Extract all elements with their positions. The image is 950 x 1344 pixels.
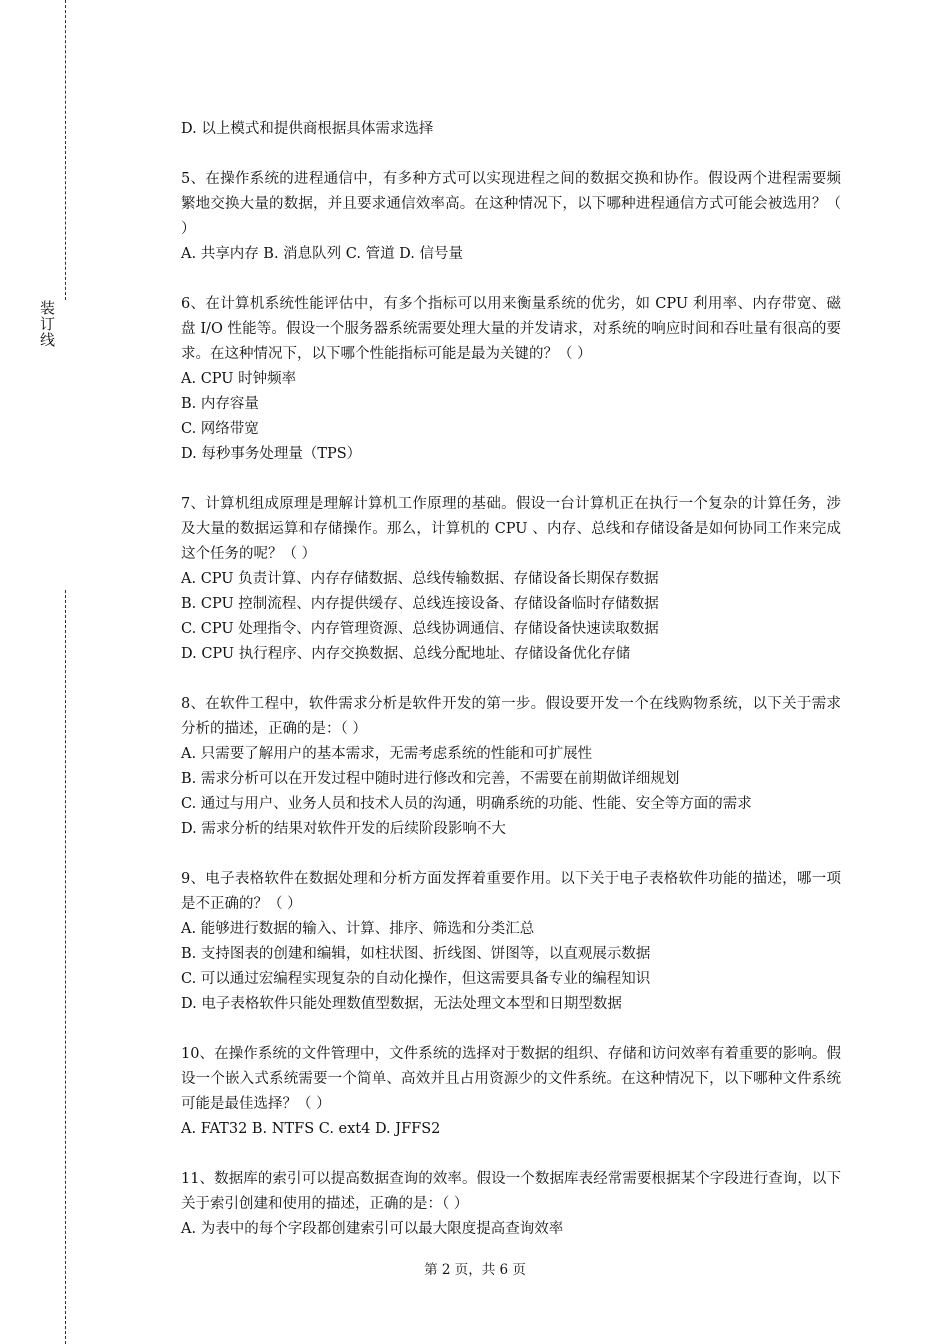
option-b: B. 需求分析可以在开发过程中随时进行修改和完善，不需要在前期做详细规划 bbox=[181, 771, 680, 787]
question-10 bbox=[181, 1042, 841, 1142]
option-a: A. 为表中的每个字段都创建索引可以最大限度提高查询效率 bbox=[181, 1221, 564, 1237]
question-9 bbox=[181, 867, 841, 1017]
option-b: B. 内存容量 bbox=[181, 396, 259, 412]
question-7 bbox=[181, 492, 841, 667]
previous-question-continuation bbox=[181, 117, 841, 142]
question-8 bbox=[181, 692, 841, 842]
question-6 bbox=[181, 292, 841, 467]
question-stem: 8、在软件工程中，软件需求分析是软件开发的第一步。假设要开发一个在线购物系统，以下关于需求分析的描述，正确的是：（ ） bbox=[181, 696, 841, 737]
option-d: D. 需求分析的结果对软件开发的后续阶段影响不大 bbox=[181, 821, 506, 837]
question-stem: 11、数据库的索引可以提高数据查询的效率。假设一个数据库表经常需要根据某个字段进行查询，以下关于索引创建和使用的描述，正确的是：（ ） bbox=[181, 1171, 841, 1212]
option-d: D. 以上模式和提供商根据具体需求选择 bbox=[181, 121, 434, 137]
option-c: C. 可以通过宏编程实现复杂的自动化操作，但这需要具备专业的编程知识 bbox=[181, 971, 651, 987]
question-11 bbox=[181, 1167, 841, 1242]
exam-content bbox=[181, 117, 841, 1267]
options-inline: A. FAT32 B. NTFS C. ext4 D. JFFS2 bbox=[181, 1121, 441, 1137]
question-stem: 6、在计算机系统性能评估中，有多个指标可以用来衡量系统的优劣，如 CPU 利用率、内存带宽、磁盘 I/O 性能等。假设一个服务器系统需要处理大量的并发请求，对系统的响应时间和吞吐量有很高的要求。在这种情况下，以下哪个性能指标可能是最为关键的？（ ） bbox=[181, 296, 841, 362]
option-d: D. CPU 执行程序、内存交换数据、总线分配地址、存储设备优化存储 bbox=[181, 646, 631, 662]
binding-line-label: 装订线 bbox=[38, 300, 56, 348]
option-c: C. 网络带宽 bbox=[181, 421, 259, 437]
page-footer: 第 2 页，共 6 页 bbox=[424, 1262, 526, 1278]
option-a: A. 能够进行数据的输入、计算、排序、筛选和分类汇总 bbox=[181, 921, 535, 937]
binding-dashed-line-bottom bbox=[65, 590, 66, 1344]
question-stem: 10、在操作系统的文件管理中，文件系统的选择对于数据的组织、存储和访问效率有着重要的影响。假设一个嵌入式系统需要一个简单、高效并且占用资源少的文件系统。在这种情况下，以下哪种文件系统可能是最佳选择？（ ） bbox=[181, 1046, 841, 1112]
option-b: B. 支持图表的创建和编辑，如柱状图、折线图、饼图等，以直观展示数据 bbox=[181, 946, 651, 962]
option-c: C. 通过与用户、业务人员和技术人员的沟通，明确系统的功能、性能、安全等方面的需求 bbox=[181, 796, 752, 812]
question-stem: 9、电子表格软件在数据处理和分析方面发挥着重要作用。以下关于电子表格软件功能的描述，哪一项是不正确的？（ ） bbox=[181, 871, 841, 912]
question-stem: 7、计算机组成原理是理解计算机工作原理的基础。假设一台计算机正在执行一个复杂的计算任务，涉及大量的数据运算和存储操作。那么，计算机的 CPU 、内存、总线和存储设备是如何协同工作来完成这个任务的呢？（ ） bbox=[181, 496, 841, 562]
option-a: A. CPU 时钟频率 bbox=[181, 371, 297, 387]
option-a: A. 只需要了解用户的基本需求，无需考虑系统的性能和可扩展性 bbox=[181, 746, 593, 762]
question-stem: 5、在操作系统的进程通信中，有多种方式可以实现进程之间的数据交换和协作。假设两个进程需要频繁地交换大量的数据，并且要求通信效率高。在这种情况下，以下哪种进程通信方式可能会被选用？（ ） bbox=[181, 171, 841, 237]
option-d: D. 每秒事务处理量（TPS） bbox=[181, 446, 362, 462]
option-c: C. CPU 处理指令、内存管理资源、总线协调通信、存储设备快速读取数据 bbox=[181, 621, 659, 637]
question-5 bbox=[181, 167, 841, 267]
binding-dashed-line-top bbox=[65, 0, 66, 300]
option-a: A. CPU 负责计算、内存存储数据、总线传输数据、存储设备长期保存数据 bbox=[181, 571, 659, 587]
option-b: B. CPU 控制流程、内存提供缓存、总线连接设备、存储设备临时存储数据 bbox=[181, 596, 659, 612]
option-d: D. 电子表格软件只能处理数值型数据，无法处理文本型和日期型数据 bbox=[181, 996, 622, 1012]
options-inline: A. 共享内存 B. 消息队列 C. 管道 D. 信号量 bbox=[181, 246, 464, 262]
